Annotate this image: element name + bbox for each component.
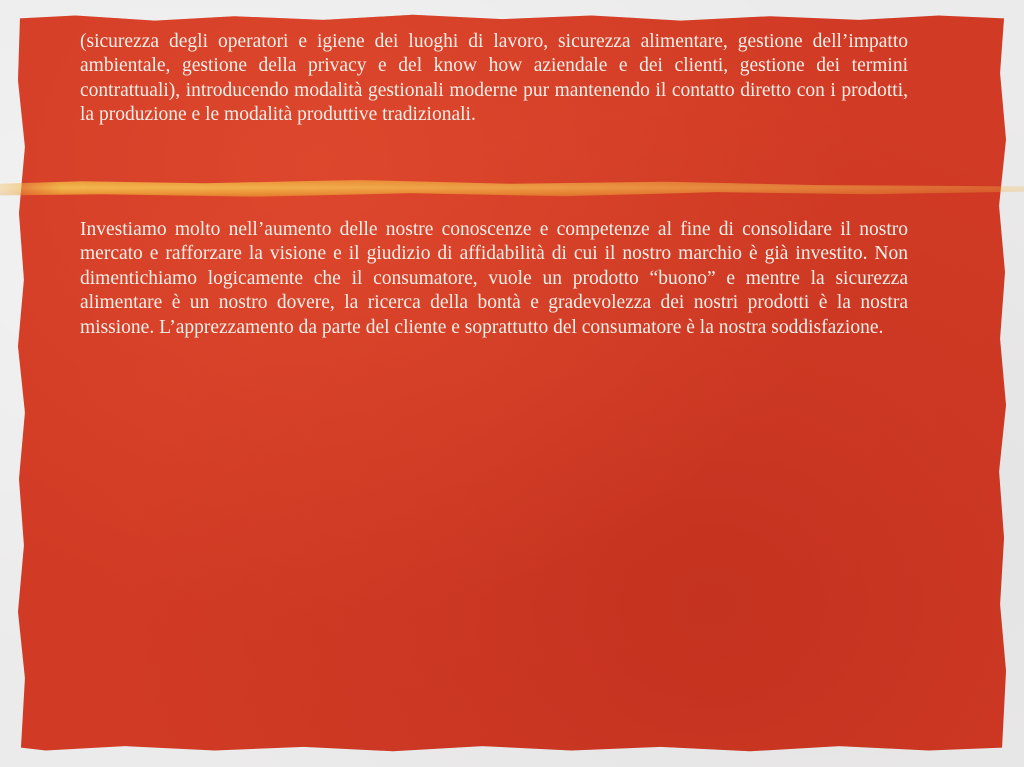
paragraph-intro: (sicurezza degli operatori e igiene dei luoghi di lavoro, sicurezza alimentare, gestione dell’impatto ambientale, gestione della privacy e del know how aziendale e dei clienti, gestione dei termini contrattuali), introducendo modalità gestionali moderne pur mantenendo il contatto diretto con i prodotti, la produzione e le modalità produttive tradizionali. [80,31,908,126]
paragraph-investments: Investiamo molto nell’aumento delle nostre conoscenze e competenze al fine di consolidare il nostro mercato e rafforzare la visione e il giudizio di affidabilità di cui il nostro marchio è già investito. Non dimentichiamo logicamente che il consumatore, vuole un prodotto “buono” e mentre la sicurezza alimentare è un nostro dovere, la ricerca della bontà e gradevolezza dei nostri prodotti è la nostra missione. L’apprezzamento da parte del cliente e soprattutto del consumatore è la nostra soddisfazione. [80,219,908,338]
